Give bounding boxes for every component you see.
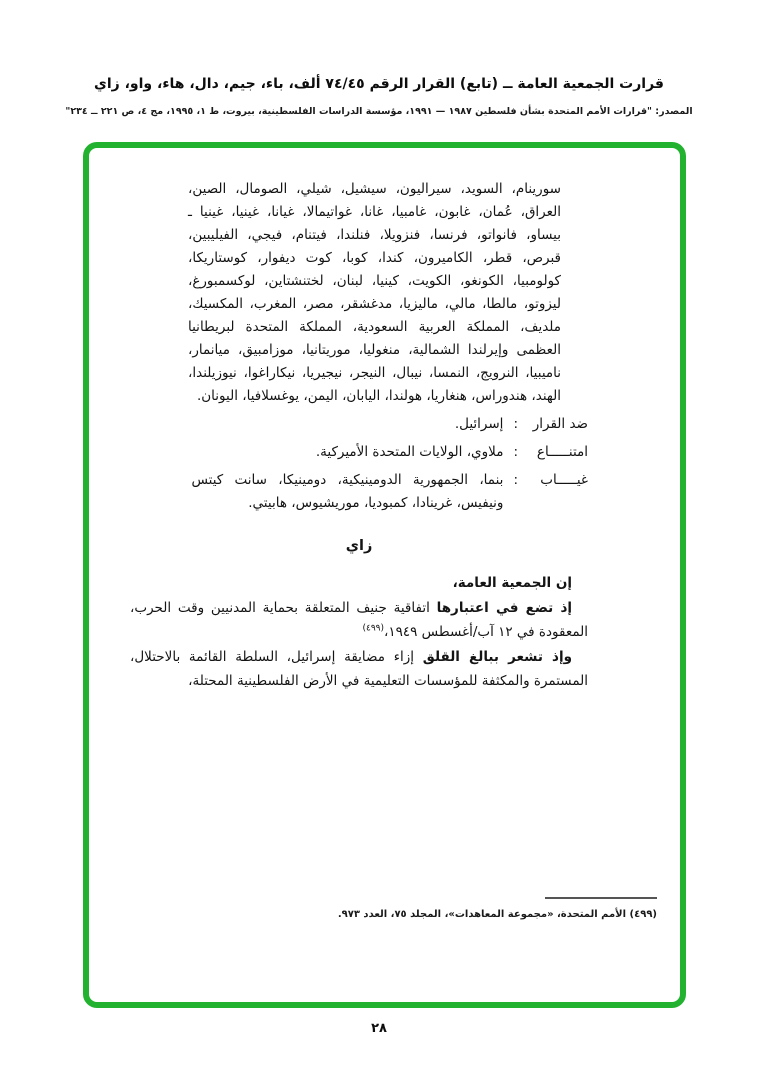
- footnote-block: [187, 897, 657, 922]
- vote-colon: :: [513, 416, 518, 432]
- vote-value: إسرائيل.: [454, 416, 504, 432]
- paragraph-lead: إذ تضع في اعتبارها: [436, 599, 572, 616]
- footnote-text: (٤٩٩) الأمم المتحدة، «مجموعة المعاهدات»، المجلد ٧٥، العدد ٩٧٣.: [337, 908, 657, 920]
- resolution-box: [83, 142, 686, 1008]
- paragraph-lead: وإذ تشعر ببالغ القلق: [422, 648, 573, 665]
- concern-paragraph: [130, 645, 588, 694]
- considering-paragraph: [130, 596, 588, 645]
- footnote-rule: [545, 897, 657, 899]
- vote-entry-abstain: [130, 441, 588, 464]
- vote-list: [130, 413, 588, 515]
- vote-colon: :: [513, 472, 518, 488]
- countries-paragraph: سورينام، السويد، سيراليون، سيشيل، شيلي، الصومال، الصين، العراق، عُمان، غابون، غامبيا، غانا، غواتيمالا، غيانا، غينيا، غينيا ـ بيساو، فانواتو، فرنسا، فنزويلا، فنلندا، فيتنام، فيجي، الفيليبين، قبرص، قطر، الكاميرون، كندا، كوبا، كوت ديفوار، كوستاريكا، كولومبيا، الكونغو، الكويت، كينيا، لبنان، لختنشتاين، لوكسمبورغ، ليزوتو، مالطا، مالي، ماليزيا، مدغشقر، مصر، المغرب، المكسيك، ملديف، المملكة العربية السعودية، المملكة المتحدة لبريطانيا العظمى وإيرلندا الشمالية، منغوليا، موريتانيا، موزامبيق، ميانمار، ناميبيا، النرويج، النمسا، نيبال، النيجر، نيجيريا، نيكاراغوا، نيوزيلندا، الهند، هندوراس، هنغاريا، هولندا، اليابان، اليمن، يوغسلافيا، اليونان.: [188, 181, 561, 404]
- assembly-intro-paragraph: إن الجمعية العامة،: [452, 575, 572, 591]
- vote-label: غيـــــاب: [540, 472, 588, 488]
- section-heading-zay: زاي: [345, 538, 373, 554]
- vote-label: ضد القرار: [532, 416, 588, 432]
- source-line: المصدر: "قرارات الأمم المتحدة بشأن فلسطين ١٩٨٧ — ١٩٩١، مؤسسة الدراسات الفلسطينية، بيروت، ط ١، ١٩٩٥، مج ٤، ص ٢٢١ ــ ٢٣٤": [65, 106, 693, 117]
- vote-label: امتنـــــاع: [536, 444, 588, 460]
- paragraph-body: اتفاقية جنيف المتعلقة بحماية المدنيين وقت الحرب، المعقودة في ١٢ آب/أغسطس ١٩٤٩،: [130, 599, 588, 640]
- page-title: قرارت الجمعية العامة ــ (تابع) القرار الرقم ٧٤/٤٥ ألف، باء، جيم، دال، هاء، واو، زاي: [94, 76, 664, 92]
- vote-entry-absent: [130, 469, 588, 515]
- page-number: ٢٨: [371, 1021, 387, 1036]
- vote-value: ملاوي، الولايات المتحدة الأميركية.: [315, 444, 504, 460]
- paragraph-body: إزاء مضايقة إسرائيل، السلطة القائمة بالاحتلال، المستمرة والمكثفة للمؤسسات التعليمية في الأرض الفلسطينية المحتلة،: [130, 648, 588, 689]
- footnote-reference: (٤٩٩): [362, 623, 385, 634]
- vote-value: بنما، الجمهورية الدومينيكية، دومينيكا، سانت كيتس ونيفيس، غرينادا، كمبوديا، موريشيوس، هابيتي.: [191, 472, 504, 511]
- resolution-content: [89, 148, 680, 694]
- vote-colon: :: [513, 444, 518, 460]
- vote-entry-against: [130, 413, 588, 436]
